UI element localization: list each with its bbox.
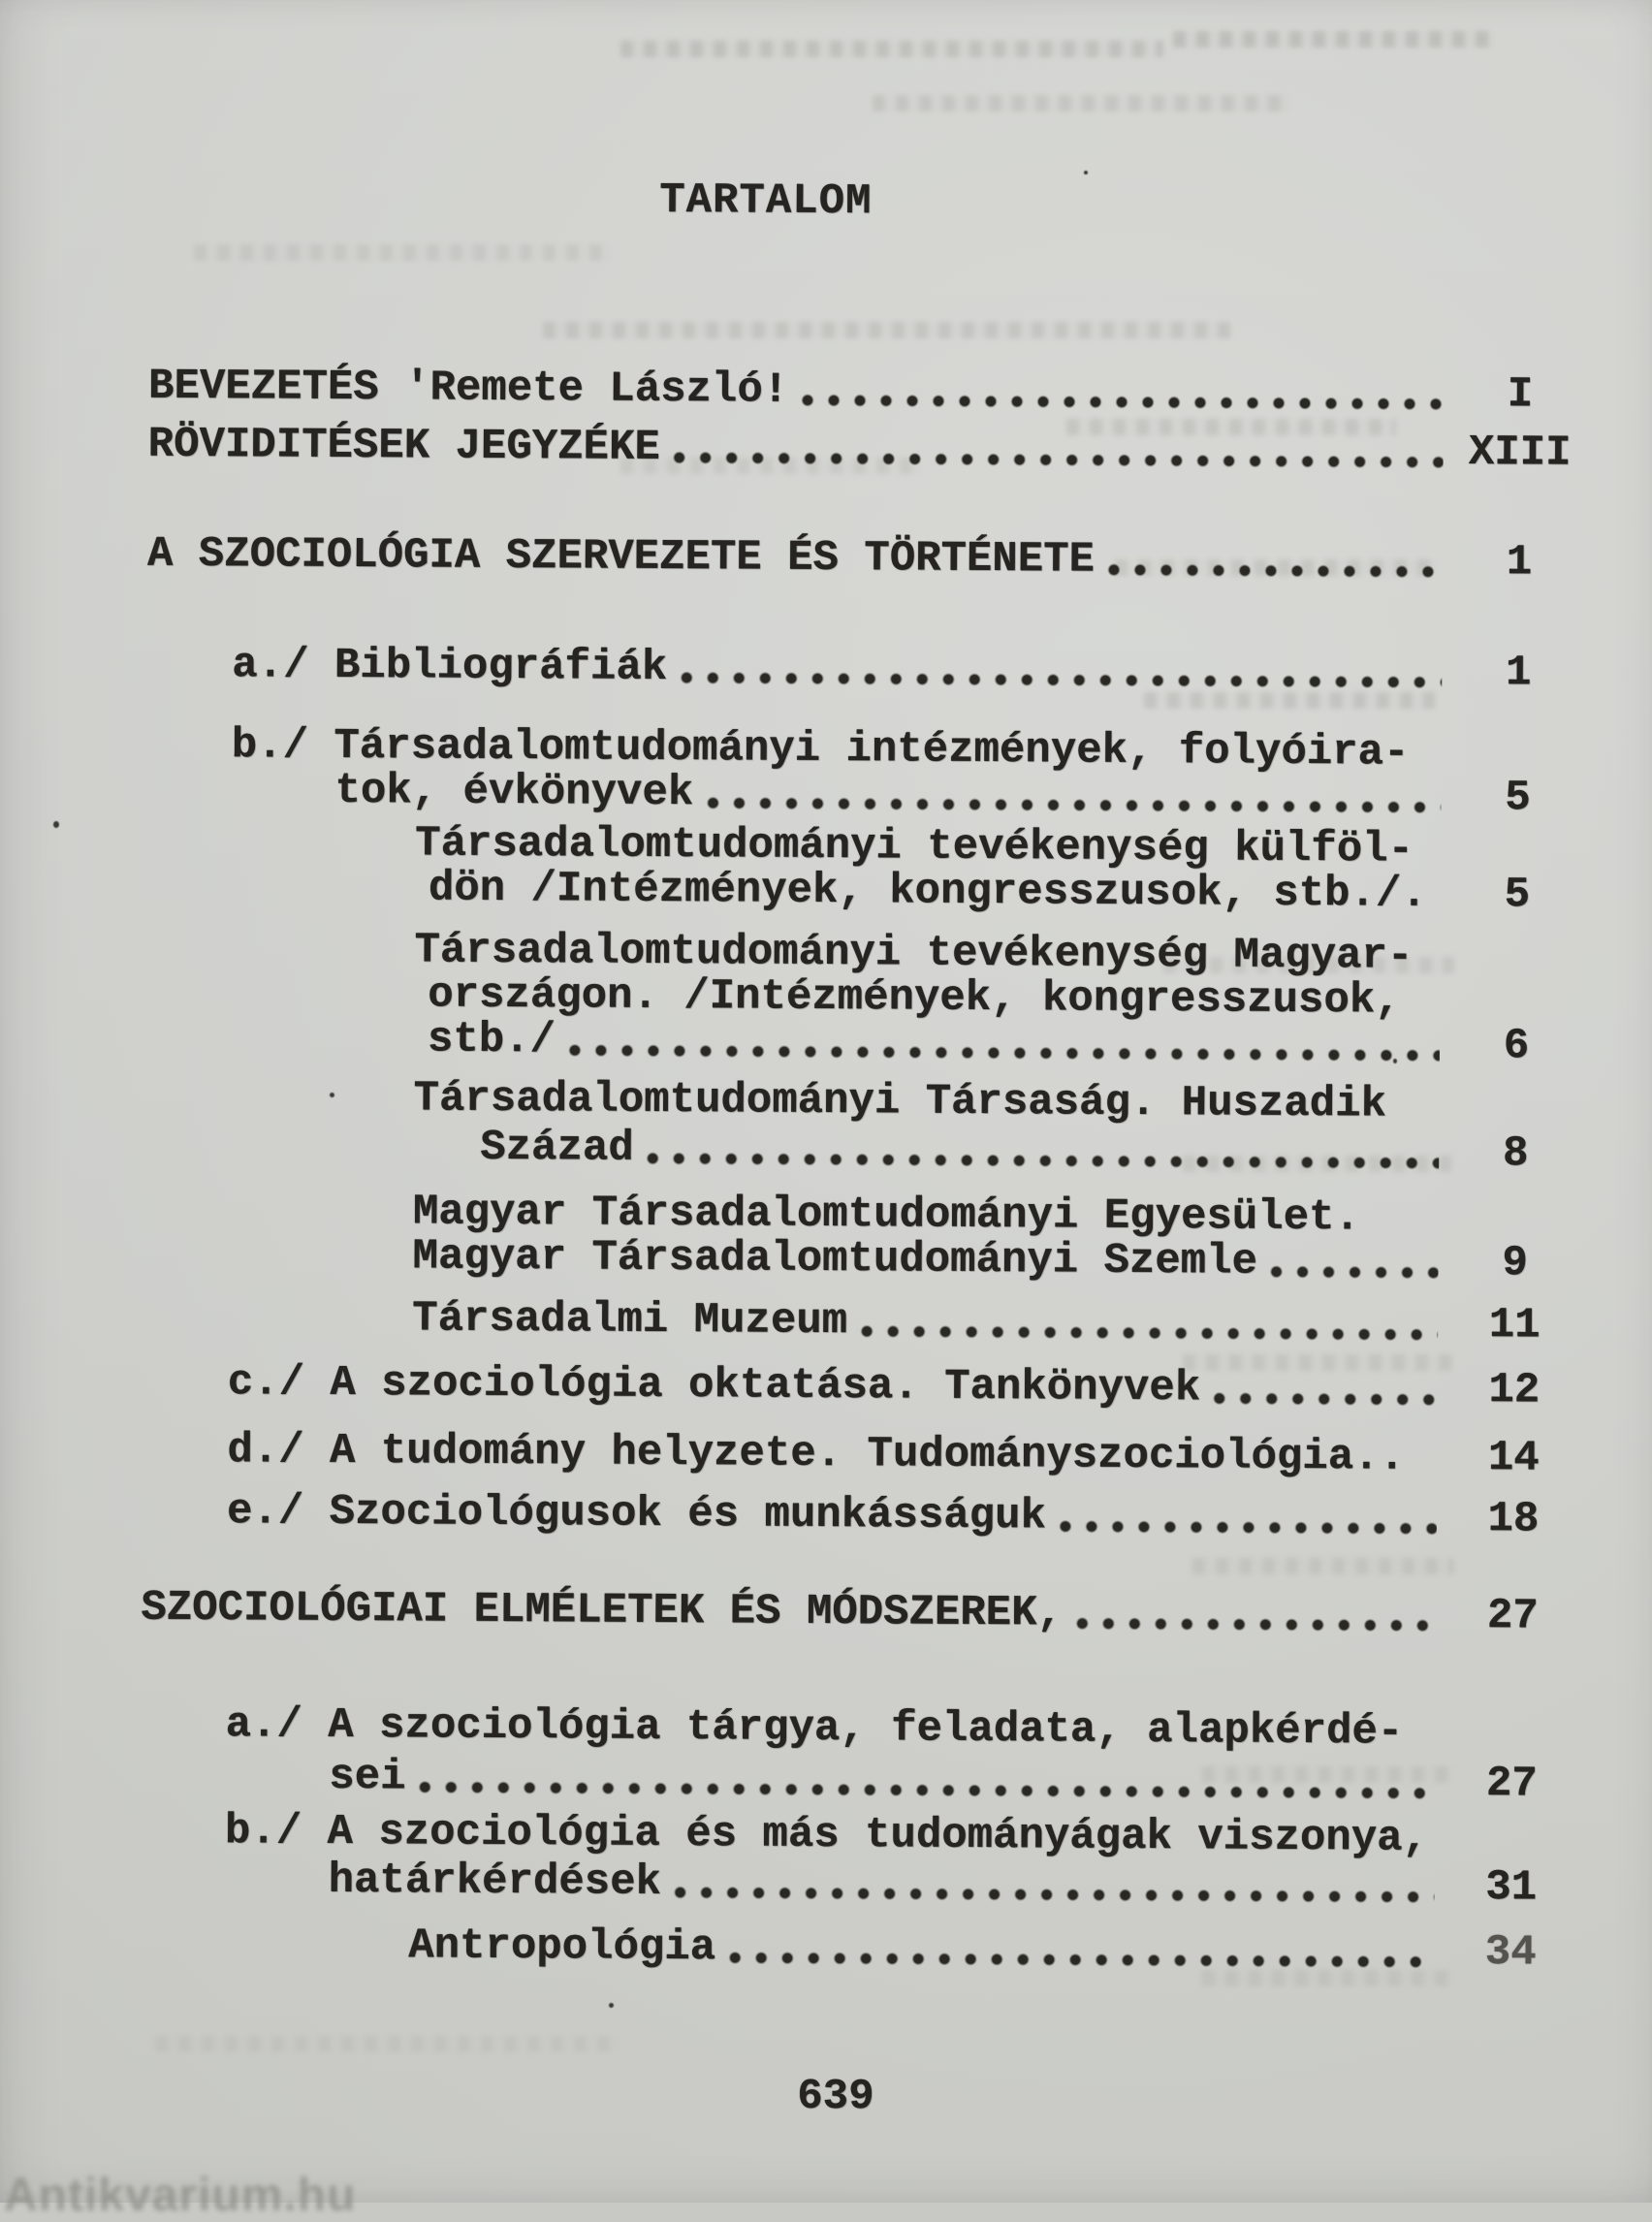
dot-leader	[675, 670, 1442, 690]
toc-entry-line	[0, 1123, 1650, 1177]
toc-entry-text: Társadalomtudományi Társaság. Huszadik	[413, 1076, 1386, 1127]
page-number: I	[1447, 372, 1593, 418]
toc-entry	[3, 364, 1652, 418]
toc-entry-text: Antropológia	[408, 1923, 715, 1970]
toc-entry	[0, 1921, 1645, 1976]
toc-entry-text: Társadalomtudományi tevékenység Magyar-	[414, 928, 1413, 978]
page-number: 27	[1440, 1594, 1585, 1639]
page-number: 1	[1446, 540, 1592, 586]
toc-entry-text: a./ Bibliográfiák	[232, 643, 667, 690]
dot-leader	[1070, 1616, 1437, 1634]
toc-entry	[0, 1585, 1648, 1639]
toc-entry-line	[0, 1701, 1647, 1756]
dot-leader	[642, 1151, 1440, 1171]
toc-entry	[2, 531, 1652, 586]
page-number: XIII	[1447, 430, 1593, 476]
toc-entry-line	[0, 1857, 1646, 1911]
toc-entry-text: sei	[329, 1755, 405, 1799]
toc-entry-text: Század	[480, 1126, 634, 1171]
page-number: 5	[1445, 776, 1590, 821]
toc-entry	[0, 1294, 1649, 1349]
page-number: 18	[1441, 1497, 1586, 1542]
dot-leader	[855, 1323, 1438, 1343]
dot-leader	[796, 393, 1444, 412]
dot-leader	[1208, 1390, 1438, 1407]
page-number: 5	[1445, 873, 1590, 918]
toc-entry-text: BEVEZETÉS 'Remete László!	[148, 365, 788, 413]
toc-entry-text: Társadalmi Muzeum	[412, 1296, 847, 1344]
toc-entry-text: b./ Társadalomtudományi intézmények, folyóira-	[232, 723, 1410, 775]
toc-entry	[0, 1427, 1649, 1481]
dot-leader	[1054, 1518, 1437, 1536]
toc-entry-text: RÖVIDITÉSEK JEGYZÉKE	[148, 423, 660, 470]
toc-entry-text: c./ A szociológia oktatása. Tankönyvek	[228, 1360, 1201, 1411]
dot-leader	[701, 795, 1441, 815]
dot-leader	[413, 1779, 1435, 1800]
page-number: 8	[1443, 1131, 1588, 1177]
toc-entry-text: A SZOCIOLÓGIA SZERVEZETE ÉS TÖRTÉNETE	[147, 532, 1095, 583]
page-number: 11	[1442, 1303, 1587, 1349]
toc-entry-text: a./ A szociológia tárgya, feladata, alapkérdé-	[226, 1702, 1404, 1754]
toc-entry-text: Magyar Társadalomtudományi Szemle	[412, 1234, 1257, 1284]
toc-entry-text: országon. /Intézmények, kongresszusok,	[428, 972, 1401, 1023]
toc-entry-line	[0, 1015, 1651, 1069]
toc-entry-text: e./ Szociológusok és munkásságuk	[227, 1489, 1046, 1539]
toc-entry-text: tok, évkönyvek	[334, 769, 693, 815]
page-number: 14	[1441, 1436, 1586, 1481]
page-number: 1	[1446, 651, 1591, 696]
page-number-footer: 639	[0, 2070, 1644, 2124]
toc-entry	[1, 642, 1652, 696]
toc-entry-line	[0, 1074, 1651, 1128]
toc-entry	[0, 1488, 1648, 1542]
toc-entry	[3, 422, 1652, 476]
toc-entry-line	[1, 722, 1652, 777]
page-number: 9	[1442, 1241, 1587, 1286]
toc-entry-line	[0, 1808, 1646, 1862]
watermark: Antikvarium.hu	[4, 2169, 356, 2222]
page-number: 31	[1439, 1865, 1584, 1911]
toc-entry-text: Magyar Társadalomtudományi Egyesület.	[413, 1190, 1360, 1240]
toc-entry-text: Társadalomtudományi tevékenység külföl-	[415, 821, 1414, 872]
toc-entry-line	[0, 1753, 1646, 1807]
toc-entry-text: dön /Intézmények, kongresszusok, stb./.	[429, 866, 1427, 916]
toc-entry-text: SZOCIOLÓGIAI ELMÉLETEK ÉS MÓDSZEREK,	[141, 1586, 1063, 1636]
page-number: 27	[1439, 1762, 1584, 1807]
dot-leader	[668, 450, 1444, 470]
toc-entry-text: b./ A szociológia és más tudományágak viszonya,	[225, 1809, 1428, 1861]
dot-leader	[563, 1042, 1440, 1063]
page-number: 34	[1438, 1930, 1583, 1976]
dot-leader	[1102, 562, 1443, 580]
toc-entry-text: d./ A tudomány helyzete. Tudományszociológia..	[227, 1428, 1405, 1479]
dot-leader	[1265, 1264, 1439, 1281]
page-number: 12	[1442, 1368, 1587, 1413]
toc-entry-line	[0, 864, 1652, 918]
toc-entry	[0, 1359, 1649, 1413]
dot-leader	[723, 1950, 1434, 1969]
toc-entry-text: stb./	[428, 1017, 556, 1063]
page-number: 6	[1444, 1024, 1589, 1069]
dot-leader	[669, 1885, 1435, 1905]
page-title: TARTALOM	[4, 175, 1652, 229]
toc-entry-text: határkérdések	[329, 1858, 662, 1905]
table-of-contents	[0, 364, 1652, 1976]
toc-entry-line	[0, 1232, 1650, 1286]
